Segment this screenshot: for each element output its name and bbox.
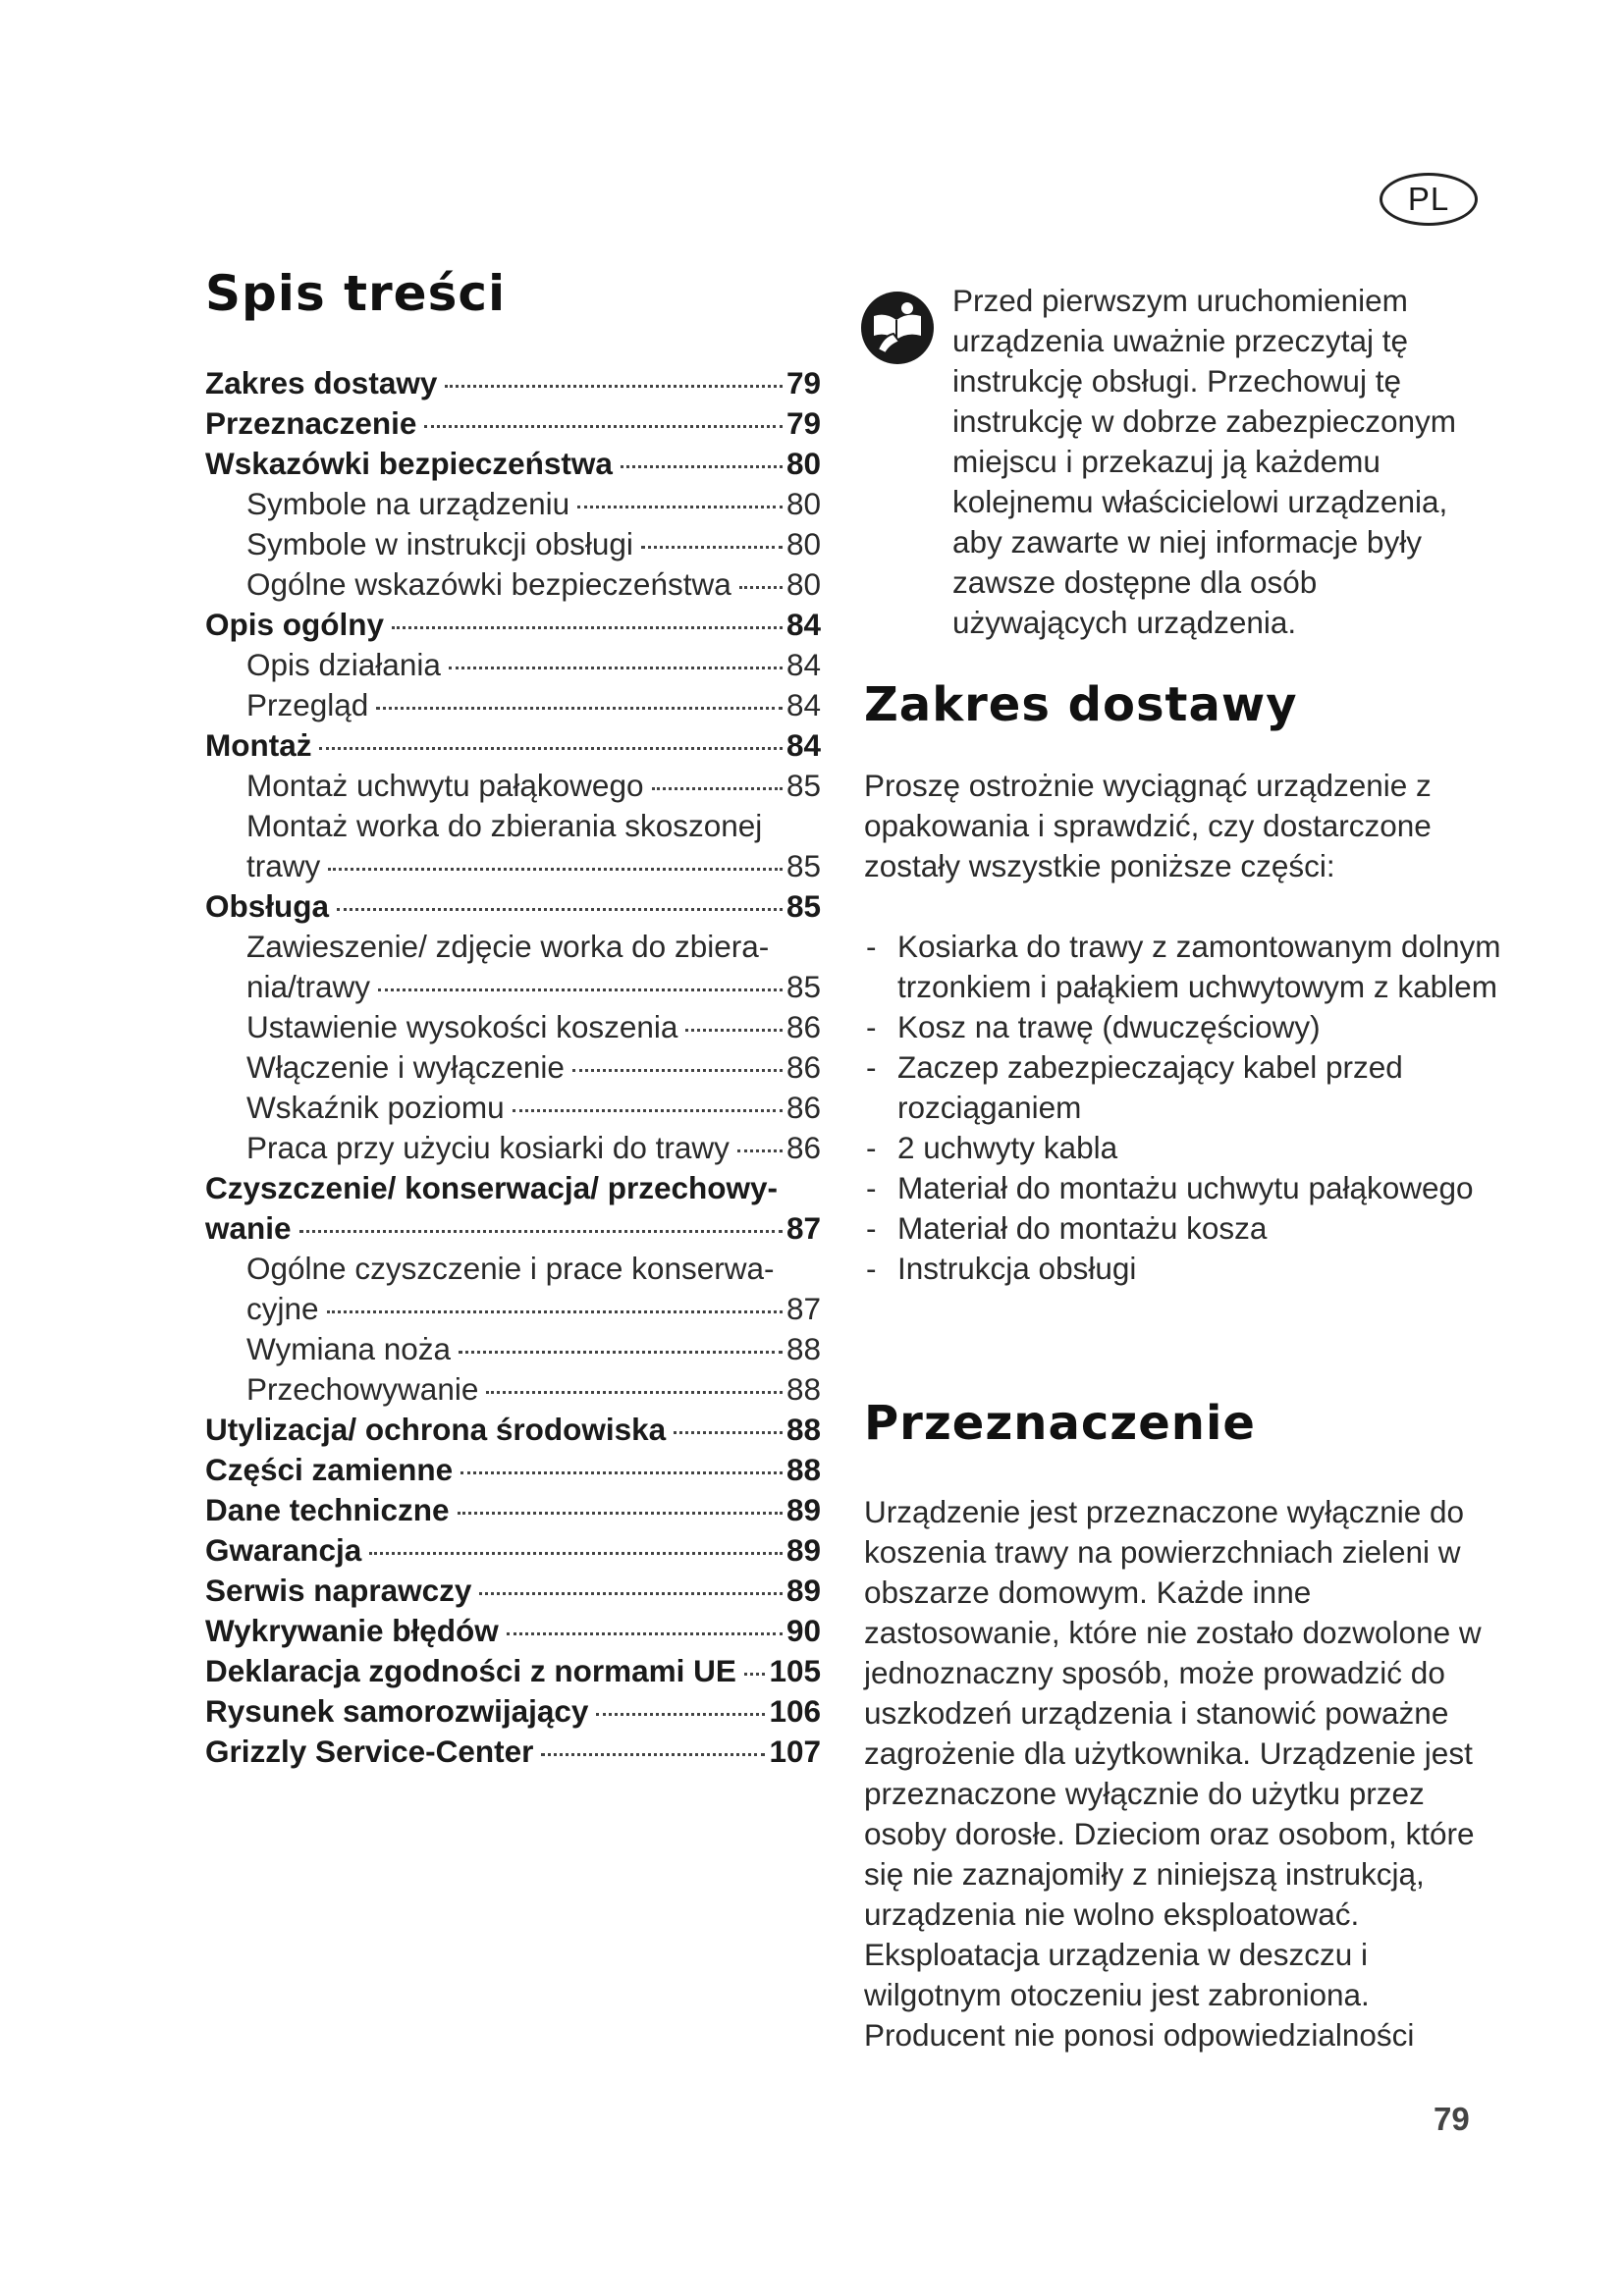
list-item: - 2 uchwyty kabla — [864, 1128, 1502, 1168]
read-manual-icon — [860, 291, 935, 365]
toc-subentry[interactable]: Zawieszenie/ zdjęcie worka do zbiera- nia/trawy 85 — [246, 929, 821, 1004]
page-number: 79 — [1434, 2101, 1470, 2137]
toc-entry[interactable]: Deklaracja zgodności z normami UE 105 — [205, 1653, 821, 1688]
toc-subentry[interactable]: Włączenie i wyłączenie 86 — [246, 1049, 821, 1085]
toc-entry[interactable]: Wykrywanie błędów 90 — [205, 1613, 821, 1648]
toc-subentry[interactable]: Symbole w instrukcji obsługi 80 — [246, 526, 821, 561]
toc-entry[interactable]: Obsługa 85 — [205, 888, 821, 924]
toc-entry[interactable]: Gwarancja 89 — [205, 1532, 821, 1568]
language-badge: PL — [1380, 173, 1478, 226]
toc-title: Spis treści — [205, 265, 507, 322]
toc-entry[interactable]: Zakres dostawy 79 — [205, 365, 821, 400]
section-heading-delivery: Zakres dostawy — [864, 677, 1298, 732]
purpose-text: Urządzenie jest przeznaczone wyłącznie do koszenia trawy na powierzchniach zieleni w obszarze domowym. Każde inne zastosowanie, które nie zostało dozwolone w jednoznaczny sposób, może prowadzić do uszkodzeń urządzenia i stanowić poważne zagrożenie dla użytkownika. Urządzenie jest przeznaczone wyłącznie do użytku przez osoby dorosłe. Dzieciom oraz osobom, które się nie zaznajomiły z niniejszą instrukcją, urządzenia nie wolno eksploatować. Eksploatacja urządzenia w deszczu i wilgotnym otoczeniu jest zabroniona. Producent nie ponosi odpowiedzialności — [864, 1494, 1482, 2053]
toc-subentry[interactable]: Przechowywanie 88 — [246, 1371, 821, 1407]
delivery-intro: Proszę ostrożnie wyciągnąć urządzenie z opakowania i sprawdzić, czy dostarczone zostały wszystkie poniższe części: — [864, 768, 1432, 883]
list-item: - Materiał do montażu kosza — [864, 1208, 1502, 1249]
toc-subentry[interactable]: Ustawienie wysokości koszenia 86 — [246, 1009, 821, 1044]
toc-entry[interactable]: Czyszczenie/ konserwacja/ przechowy- wanie 87 — [205, 1170, 821, 1246]
list-item: - Instrukcja obsługi — [864, 1249, 1502, 1289]
list-item: - Kosiarka do trawy z zamontowanym dolnym trzonkiem i pałąkiem uchwytowym z kablem — [864, 927, 1502, 1007]
toc-entry[interactable]: Przeznaczenie 79 — [205, 405, 821, 441]
toc-entry[interactable]: Rysunek samorozwijający 106 — [205, 1693, 821, 1729]
list-item: - Materiał do montażu uchwytu pałąkowego — [864, 1168, 1502, 1208]
toc-subentry[interactable]: Ogólne czyszczenie i prace konserwa- cyjne 87 — [246, 1251, 821, 1326]
toc-entry[interactable]: Serwis naprawczy 89 — [205, 1573, 821, 1608]
toc-entry[interactable]: Dane techniczne 89 — [205, 1492, 821, 1527]
section-heading-purpose: Przeznaczenie — [864, 1396, 1256, 1451]
delivery-items-list — [864, 927, 1502, 1289]
toc-entry[interactable]: Części zamienne 88 — [205, 1452, 821, 1487]
toc-subentry[interactable]: Przegląd 84 — [246, 687, 821, 722]
toc-subentry[interactable]: Wymiana noża 88 — [246, 1331, 821, 1366]
toc-subentry[interactable]: Symbole na urządzeniu 80 — [246, 486, 821, 521]
toc-entry[interactable]: Utylizacja/ ochrona środowiska 88 — [205, 1412, 821, 1447]
toc-subentry[interactable]: Montaż worka do zbierania skoszonej trawy 85 — [246, 808, 821, 883]
toc-entry[interactable]: Montaż 84 — [205, 727, 821, 763]
toc-subentry[interactable]: Praca przy użyciu kosiarki do trawy 86 — [246, 1130, 821, 1165]
list-item: - Zaczep zabezpieczający kabel przed rozciąganiem — [864, 1047, 1502, 1128]
toc-subentry[interactable]: Opis działania 84 — [246, 647, 821, 682]
toc-subentry[interactable]: Ogólne wskazówki bezpieczeństwa 80 — [246, 566, 821, 602]
toc-entry[interactable]: Wskazówki bezpieczeństwa 80 — [205, 446, 821, 481]
toc-subentry[interactable]: Wskaźnik poziomu 86 — [246, 1090, 821, 1125]
table-of-contents — [205, 363, 821, 1772]
toc-entry[interactable]: Opis ogólny 84 — [205, 607, 821, 642]
toc-entry[interactable]: Grizzly Service-Center 107 — [205, 1734, 821, 1769]
toc-subentry[interactable]: Montaż uchwytu pałąkowego 85 — [246, 768, 821, 803]
safety-notice: Przed pierwszym uruchomieniem urządzenia uważnie przeczytaj tę instrukcję obsługi. Przechowuj tę instrukcję w dobrze zabezpieczonym miejscu i przekazuj ją każdemu kolejnemu właścicielowi urządzenia, aby zawarte w niej informacje były zawsze dostępne dla osób używających urządzenia. — [952, 283, 1456, 640]
list-item: - Kosz na trawę (dwuczęściowy) — [864, 1007, 1502, 1047]
